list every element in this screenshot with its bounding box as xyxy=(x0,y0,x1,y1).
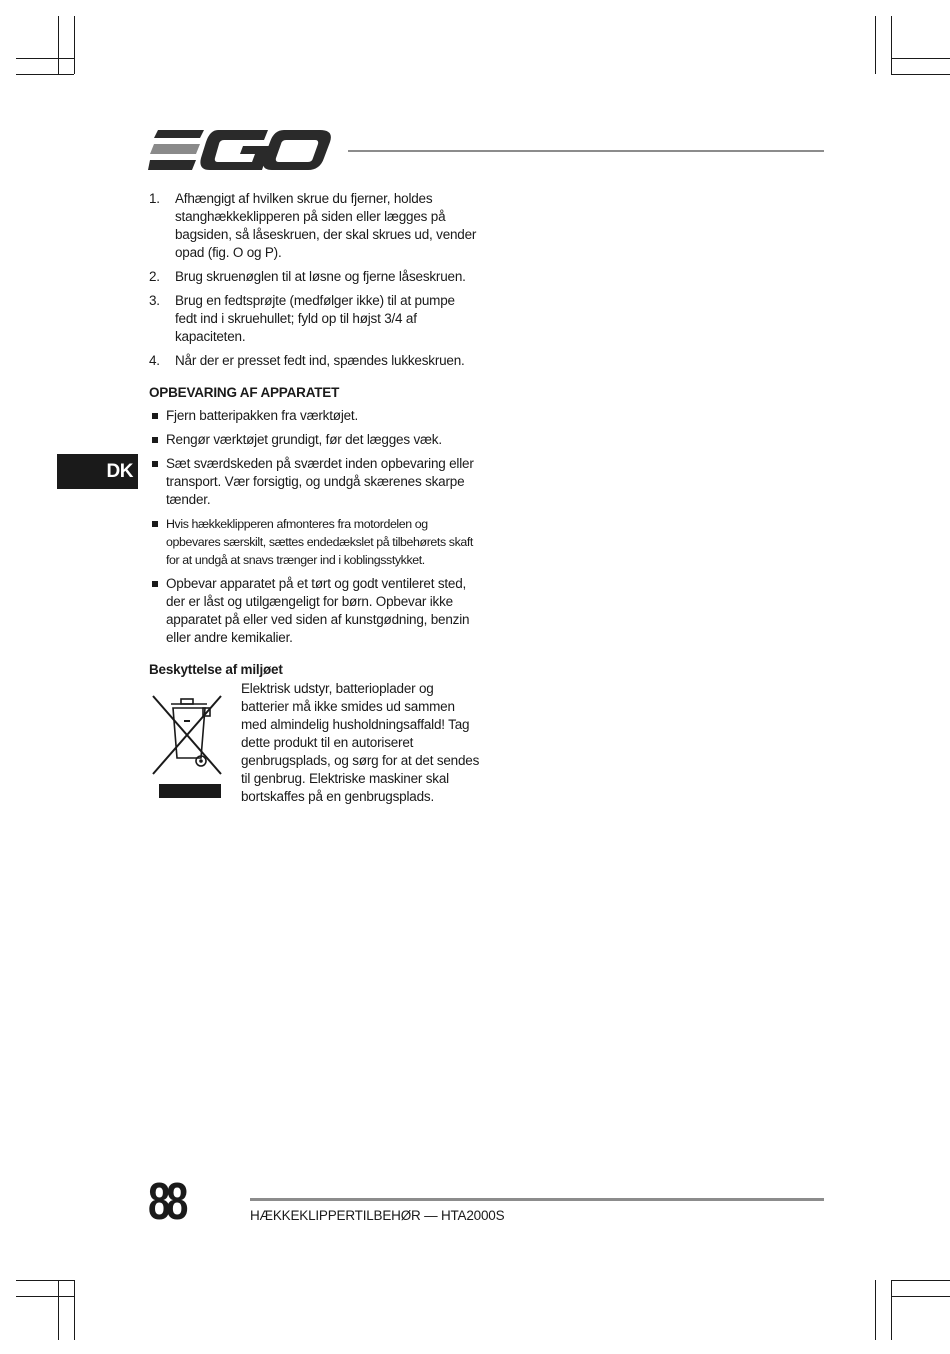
square-bullet-icon xyxy=(152,413,158,419)
bullet-text: Opbevar apparatet på et tørt og godt ventileret sted, der er låst og utilgængeligt for børn. Opbevar ikke apparatet på eller ved siden af kunstgødning, benzin eller andre kemikalier. xyxy=(166,576,470,645)
bullet-text: Hvis hækkeklipperen afmonteres fra motordelen og opbevares særskilt, sættes endedækslet på tilbehørets skaft for at undgå at snavs trænger ind i koblingsstykket. xyxy=(166,517,473,567)
list-item xyxy=(149,352,479,370)
storage-list xyxy=(149,407,479,647)
list-item xyxy=(149,575,479,647)
list-item xyxy=(149,268,479,286)
step-number: 2. xyxy=(149,269,160,284)
environment-section xyxy=(149,681,480,814)
page-number: 88 xyxy=(148,1173,184,1231)
crop-mark xyxy=(875,16,876,74)
step-text: Brug skruenøglen til at løsne og fjerne låseskruen. xyxy=(175,269,466,284)
list-item xyxy=(149,431,479,449)
main-content xyxy=(149,190,479,814)
ego-logo xyxy=(148,128,332,172)
step-number: 1. xyxy=(149,191,160,206)
list-item xyxy=(149,515,479,569)
crop-mark xyxy=(58,16,59,74)
bullet-text: Rengør værktøjet grundigt, før det lægges væk. xyxy=(166,432,442,447)
crop-mark xyxy=(891,1280,892,1340)
list-item xyxy=(149,190,479,262)
bullet-text: Sæt sværdskeden på sværdet inden opbevaring eller transport. Vær forsigtig, og undgå skærenes skarpe tænder. xyxy=(166,456,474,507)
footer-rule xyxy=(250,1198,824,1201)
crop-mark xyxy=(891,16,892,74)
crop-mark xyxy=(58,1280,59,1340)
crop-mark xyxy=(16,58,74,59)
step-number: 4. xyxy=(149,353,160,368)
square-bullet-icon xyxy=(152,521,158,527)
crop-mark xyxy=(891,74,950,75)
grease-steps-list xyxy=(149,190,479,370)
bullet-text: Fjern batteripakken fra værktøjet. xyxy=(166,408,359,423)
crop-mark xyxy=(16,1296,74,1297)
crop-mark xyxy=(74,16,75,74)
square-bullet-icon xyxy=(152,581,158,587)
environment-heading: Beskyttelse af miljøet xyxy=(149,662,283,677)
storage-heading: OPBEVARING AF APPARATET xyxy=(149,385,340,400)
crop-mark xyxy=(16,1280,74,1281)
header-rule xyxy=(348,150,824,152)
crop-mark xyxy=(875,1280,876,1340)
language-tab: DK xyxy=(57,454,138,489)
square-bullet-icon xyxy=(152,461,158,467)
crop-mark xyxy=(74,1280,75,1340)
crop-mark xyxy=(891,1280,950,1281)
footer-title: HÆKKEKLIPPERTILBEHØR — HTA2000S xyxy=(250,1208,505,1223)
step-text: Når der er presset fedt ind, spændes lukkeskruen. xyxy=(175,353,465,368)
environment-text: Elektrisk udstyr, batterioplader og batterier må ikke smides ud sammen med almindelig husholdningsaffald! Tag dette produkt til en autoriseret genbrugsplads, og sørg for at det sendes til genbrug. Elektriske maskiner skal bortskaffes på en genbrugsplads. xyxy=(241,681,480,804)
square-bullet-icon xyxy=(152,437,158,443)
list-item xyxy=(149,407,479,425)
list-item xyxy=(149,292,479,346)
crop-mark xyxy=(891,58,950,59)
crop-mark xyxy=(16,74,74,75)
crossed-out-wheelie-bin-icon xyxy=(149,688,225,798)
step-number: 3. xyxy=(149,293,160,308)
crop-mark xyxy=(891,1296,950,1297)
step-text: Brug en fedtsprøjte (medfølger ikke) til at pumpe fedt ind i skruehullet; fyld op til højst 3/4 af kapaciteten. xyxy=(175,293,455,344)
step-text: Afhængigt af hvilken skrue du fjerner, holdes stanghækkeklipperen på siden eller lægges på bagsiden, så låseskruen, der skal skrues ud, vender opad (fig. O og P). xyxy=(175,191,477,260)
list-item xyxy=(149,455,479,509)
